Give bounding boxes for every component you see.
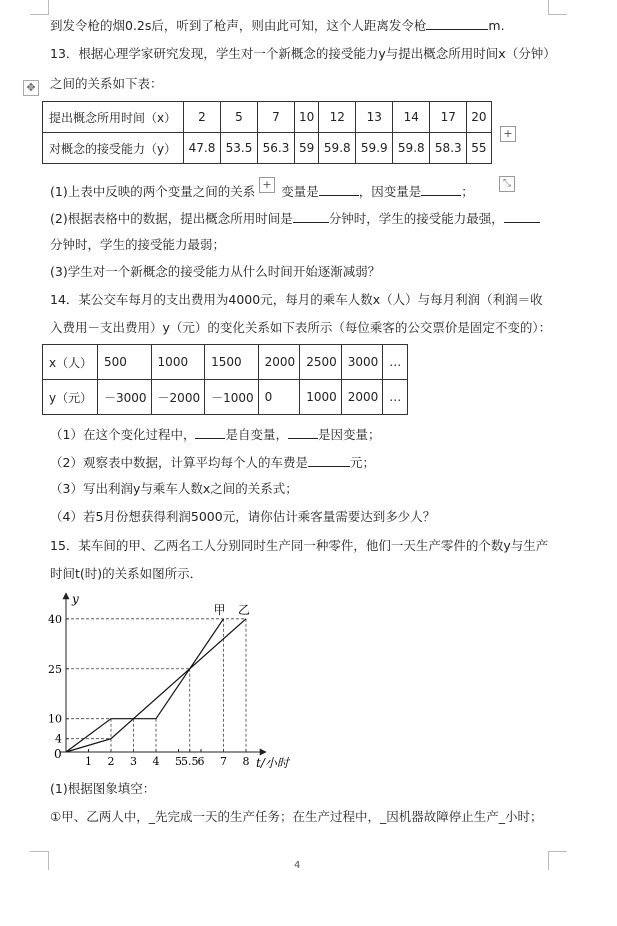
table-cell: 12 bbox=[319, 102, 356, 133]
q13-sub1-text2: 变量是 bbox=[281, 184, 319, 199]
production-chart bbox=[40, 588, 300, 778]
q13-sub-3: (3)学生对一个新概念的接受能力从什么时间开始逐渐减弱？ bbox=[50, 264, 381, 279]
y-tick-label: 10 bbox=[48, 712, 62, 726]
table-cell: 14 bbox=[393, 102, 430, 133]
table-cell: 20 bbox=[467, 102, 491, 133]
answer-blank bbox=[293, 209, 329, 223]
table-cell: 1500 bbox=[205, 345, 259, 380]
q14-sub-4: （4）若5月份想获得利润5000元，请你估计乘客量需要达到多少人？ bbox=[50, 509, 436, 524]
table-cell: 2500 bbox=[300, 345, 342, 380]
table-cell: 55 bbox=[467, 133, 491, 164]
table-cell: 500 bbox=[98, 345, 152, 380]
q14-stem-2: 入费用－支出费用）y（元）的变化关系如下表所示（每位乘客的公交票价是固定不变的）： bbox=[50, 320, 552, 335]
table-row bbox=[43, 102, 492, 133]
table-cell: 7 bbox=[258, 102, 295, 133]
table-cell: 47.8 bbox=[184, 133, 221, 164]
q13-stem-2: 之间的关系如下表： bbox=[50, 76, 163, 91]
table-cell: 2 bbox=[184, 102, 221, 133]
table-cell: 58.3 bbox=[430, 133, 467, 164]
y-tick-label: 4 bbox=[55, 732, 62, 746]
x-tick-label: 5 bbox=[175, 755, 182, 768]
table-cell: 1000 bbox=[151, 345, 205, 380]
table-cell: 53.5 bbox=[221, 133, 258, 164]
q14-sub1-text2: 是自变量， bbox=[225, 427, 288, 442]
table-cell: －3000 bbox=[98, 380, 152, 415]
x-tick-label: 6 bbox=[197, 755, 205, 768]
corner-mark-top-left bbox=[30, 0, 49, 15]
answer-blank bbox=[421, 182, 461, 196]
q14-sub-2 bbox=[50, 453, 375, 471]
corner-mark-bottom-right bbox=[548, 851, 567, 870]
q13-sub-2 bbox=[50, 209, 540, 227]
table-cell: … bbox=[383, 380, 408, 415]
q14-sub2-text: （2）观察表中数据，计算平均每个人的车费是 bbox=[50, 455, 308, 470]
table-row bbox=[43, 345, 408, 380]
q13-sub-2-cont: 分钟时，学生的接受能力最弱； bbox=[50, 237, 226, 252]
table-cell: 59 bbox=[295, 133, 319, 164]
row-label: y（元） bbox=[43, 380, 98, 415]
series-line-jia bbox=[66, 619, 224, 752]
corner-mark-top-right bbox=[548, 0, 567, 15]
answer-blank bbox=[319, 182, 359, 196]
table-cell: －1000 bbox=[205, 380, 259, 415]
table-cell: 5 bbox=[221, 102, 258, 133]
text-line-1 bbox=[50, 16, 505, 34]
line1-unit: m. bbox=[488, 18, 505, 33]
q15-stem-2: 时间t(时)的关系如图所示． bbox=[50, 566, 203, 581]
q14-sub-1 bbox=[50, 425, 381, 443]
q14-sub1-text3: 是因变量； bbox=[317, 427, 381, 442]
row-label: x（人） bbox=[43, 345, 98, 380]
table-cell: 10 bbox=[295, 102, 319, 133]
q14-stem-1: 14．某公交车每月的支出费用为4000元，每月的乘车人数x（人）与每月利润（利润＝收 bbox=[50, 292, 543, 307]
corner-mark-bottom-left bbox=[30, 851, 49, 870]
x-tick-label: 1 bbox=[85, 755, 92, 768]
q15-sub-1: (1)根据图象填空： bbox=[50, 781, 156, 796]
series-label: 甲 bbox=[213, 602, 226, 617]
table-move-handle[interactable]: ✥ bbox=[23, 80, 39, 96]
table-cell: 59.8 bbox=[393, 133, 430, 164]
table-add-column-button[interactable]: + bbox=[500, 126, 516, 142]
answer-blank bbox=[288, 425, 318, 439]
table-cell: 2000 bbox=[258, 345, 300, 380]
q14-sub2-text2: 元； bbox=[349, 455, 375, 470]
q13-sub1-text: (1)上表中反映的两个变量之间的关系 bbox=[50, 184, 256, 199]
row-label: 对概念的接受能力（y） bbox=[43, 133, 184, 164]
q14-sub1-text: （1）在这个变化过程中， bbox=[50, 427, 196, 442]
q14-sub-3: （3）写出利润y与乘车人数x之间的关系式； bbox=[50, 481, 298, 496]
q15-sub-2: ①甲、乙两人中，_先完成一天的生产任务；在生产过程中，_因机器故障停止生产_小时； bbox=[50, 809, 543, 824]
q13-sub2-text: (2)根据表格中的数据，提出概念所用时间是 bbox=[50, 211, 293, 226]
answer-blank bbox=[195, 425, 225, 439]
table-cell: 2000 bbox=[341, 380, 383, 415]
table-cell: 59.9 bbox=[356, 133, 393, 164]
table-row bbox=[43, 380, 408, 415]
origin-label: 0 bbox=[54, 747, 62, 761]
table-cell: 13 bbox=[356, 102, 393, 133]
series-label: 乙 bbox=[237, 602, 251, 617]
table-add-row-button[interactable]: + bbox=[259, 177, 275, 193]
table-cell: －2000 bbox=[151, 380, 205, 415]
table-cell: 3000 bbox=[341, 345, 383, 380]
answer-blank bbox=[426, 16, 488, 30]
table-cell: 56.3 bbox=[258, 133, 295, 164]
q13-sub1-text3: ，因变量是 bbox=[358, 184, 422, 199]
table-row bbox=[43, 133, 492, 164]
row-label: 提出概念所用时间（x） bbox=[43, 102, 184, 133]
x-tick-label: 4 bbox=[152, 755, 160, 768]
x-tick-label: 5.5 bbox=[181, 755, 199, 768]
table-cell: 17 bbox=[430, 102, 467, 133]
q13-stem-1: 13．根据心理学家研究发现，学生对一个新概念的接受能力y与提出概念所用时间x（分钟） bbox=[50, 46, 556, 61]
q13-sub2-text2: 分钟时，学生的接受能力最强， bbox=[328, 211, 504, 226]
x-tick-label: 7 bbox=[220, 755, 227, 768]
y-tick-label: 40 bbox=[48, 612, 62, 626]
table-cell: 1000 bbox=[300, 380, 342, 415]
answer-blank bbox=[308, 453, 350, 467]
table-cell: … bbox=[383, 345, 408, 380]
table-q13 bbox=[42, 101, 492, 164]
x-tick-label: 2 bbox=[107, 755, 115, 768]
q13-sub-1 bbox=[50, 182, 474, 200]
table-cell: 0 bbox=[258, 380, 300, 415]
x-axis-label: t/小时 bbox=[256, 756, 289, 770]
page-number: 4 bbox=[294, 860, 301, 871]
q15-stem-1: 15．某车间的甲、乙两名工人分别同时生产同一种零件，他们一天生产零件的个数y与生产 bbox=[50, 538, 549, 553]
y-axis-label: y bbox=[72, 592, 79, 606]
x-tick-label: 3 bbox=[130, 755, 137, 768]
q13-sub1-text4: ； bbox=[461, 184, 474, 199]
table-resize-handle[interactable]: ⤡ bbox=[499, 176, 515, 192]
answer-blank bbox=[504, 209, 540, 223]
table-q14 bbox=[42, 344, 408, 415]
x-tick-label: 8 bbox=[242, 755, 250, 768]
line1-text: 到发令枪的烟0.2s后，听到了枪声，则由此可知，这个人距离发令枪 bbox=[50, 18, 427, 33]
table-cell: 59.8 bbox=[319, 133, 356, 164]
y-tick-label: 25 bbox=[48, 662, 62, 676]
